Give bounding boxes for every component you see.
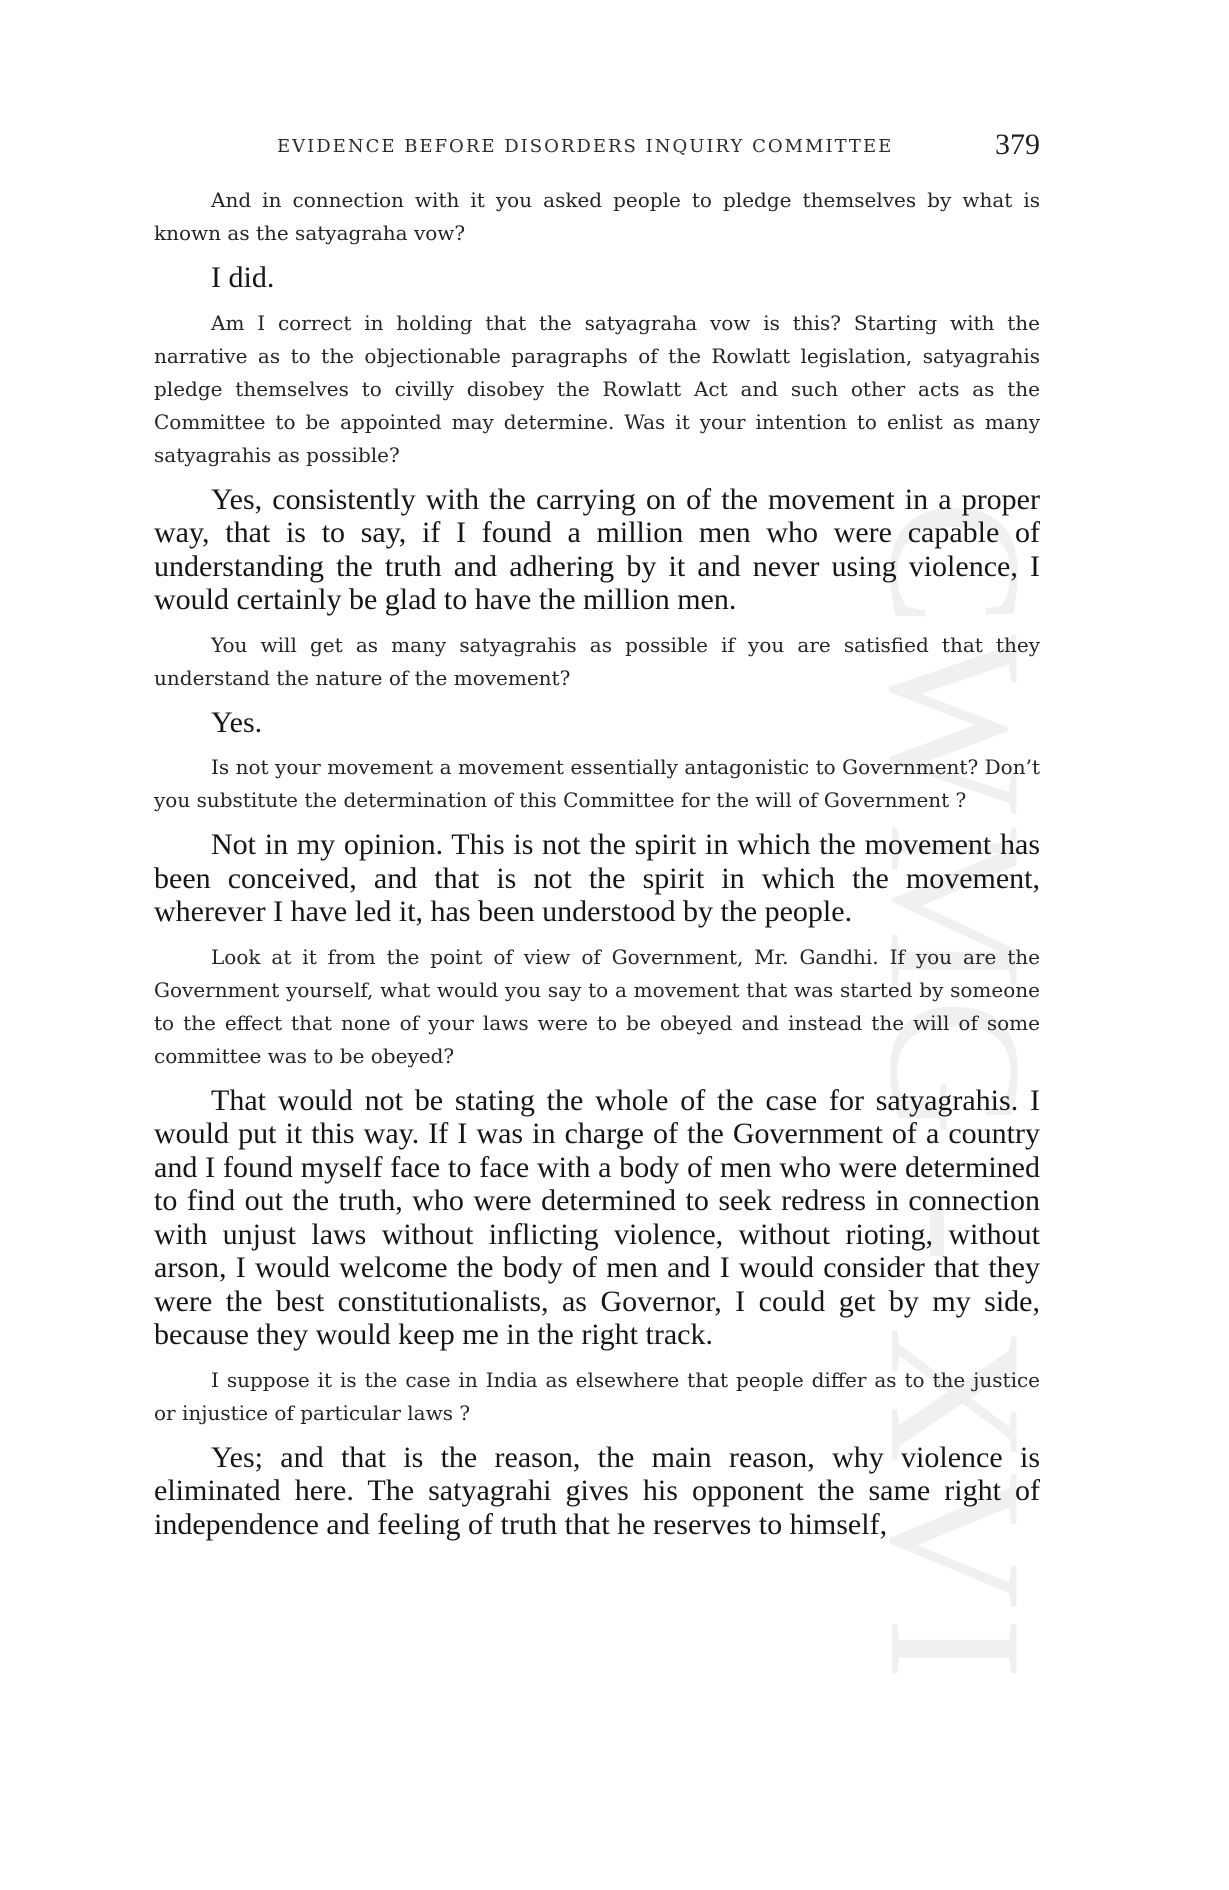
answer-paragraph: Not in my opinion. This is not the spirit in which the movement has been conceived, and that is not the spirit in which the movement, wherever I have led it, has been understood by the people.	[154, 828, 1040, 928]
answer-paragraph: Yes; and that is the reason, the main reason, why violence is eliminated here. The satyagrahi gives his opponent the same right of independence and feeling of truth that he reserves to himself,	[154, 1440, 1040, 1541]
question-paragraph: I suppose it is the case in India as elsewhere that people differ as to the justice or injustice of particular laws ?	[154, 1367, 1040, 1425]
answer-paragraph: That would not be stating the whole of the case for satyagrahis. I would put it this way. If I was in charge of the Government of a country and I found myself face to face with a body of men who were determined to find out the truth, who were determined to seek redress in connection with unjust laws without inflicting violence, without rioting, without arson, I would welcome the body of men and I would consider that they were the best constitutionalists, as Governor, I could get by my side, because they would keep me in the right track.	[154, 1083, 1040, 1351]
question-paragraph: You will get as many satyagrahis as possible if you are satisfied that they understand the nature of the movement?	[154, 632, 1040, 690]
answer-paragraph: I did.	[211, 261, 275, 294]
question-paragraph: Look at it from the point of view of Government, Mr. Gandhi. If you are the Government yourself, what would you say to a movement that was started by someone to the effect that none of your laws were to be obeyed and instead the will of some committee was to be obeyed?	[154, 944, 1040, 1068]
answer-paragraph: Yes, consistently with the carrying on of the movement in a proper way, that is to say, if I found a million men who were capable of understanding the truth and adhering by it and never using violence, I would certainly be glad to have the million men.	[154, 482, 1040, 616]
running-head	[154, 128, 1040, 168]
question-paragraph: Am I correct in holding that the satyagraha vow is this? Starting with the narrative as to the objectionable paragraphs of the Rowlatt legislation, satyagrahis pledge themselves to civilly disobey the Rowlatt Act and such other acts as the Committee to be appointed may determine. Was it your intention to enlist as many satyagrahis as possible?	[154, 310, 1040, 467]
page-number: 379	[995, 128, 1040, 161]
running-title: EVIDENCE BEFORE DISORDERS INQUIRY COMMITTEE	[277, 136, 894, 157]
page-content	[154, 128, 1040, 1553]
question-paragraph: Is not your movement a movement essentially antagonistic to Government? Don’t you substitute the determination of this Committee for the will of Government ?	[154, 755, 1040, 812]
watermark: CWMG - XVI	[850, 500, 1060, 1689]
answer-paragraph: Yes.	[211, 705, 263, 739]
question-paragraph: And in connection with it you asked people to pledge themselves by what is known as the satyagraha vow?	[154, 188, 1040, 245]
